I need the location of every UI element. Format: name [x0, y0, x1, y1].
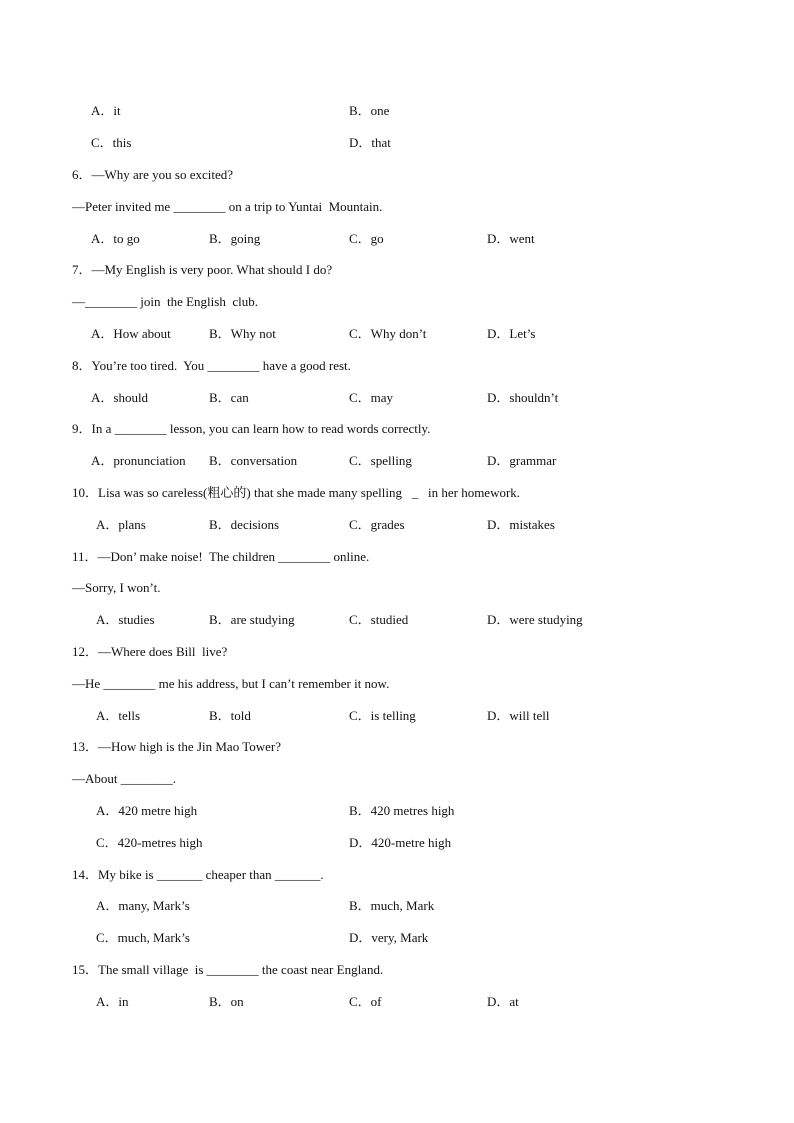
q15-option-b: B．on: [209, 994, 244, 1009]
q12-reply: —He ________ me his address, but I can’t remember it now.: [72, 676, 390, 691]
q12-stem: 12．—Where does Bill live?: [72, 644, 228, 659]
q10-option-b: B．decisions: [209, 517, 280, 532]
q13-reply: —About ________.: [72, 771, 176, 786]
q7-stem: 7．—My English is very poor. What should I do?: [72, 262, 333, 277]
q5-option-a: A．it: [91, 103, 121, 118]
q5-option-c: C．this: [91, 135, 132, 150]
q13-option-b: B．420 metres high: [349, 803, 455, 818]
q12-option-a: A．tells: [96, 708, 141, 723]
q7-option-d: D．Let’s: [487, 326, 536, 341]
q8-option-c: C．may: [349, 390, 394, 405]
q6-option-d: D．went: [487, 231, 535, 246]
q8-option-d: D．shouldn’t: [487, 390, 559, 405]
q10-option-d: D．mistakes: [487, 517, 555, 532]
q6-option-c: C．go: [349, 231, 384, 246]
q11-option-b: B．are studying: [209, 612, 295, 627]
q15-stem: 15．The small village is ________ the coast near England.: [72, 962, 384, 977]
q7-option-c: C．Why don’t: [349, 326, 427, 341]
q9-stem: 9．In a ________ lesson, you can learn how to read words correctly.: [72, 421, 431, 436]
q6-option-a: A．to go: [91, 231, 140, 246]
q14-stem: 14．My bike is _______ cheaper than _______.: [72, 867, 324, 882]
q12-option-b: B．told: [209, 708, 251, 723]
q9-option-b: B．conversation: [209, 453, 298, 468]
q12-option-c: C．is telling: [349, 708, 416, 723]
q14-option-b: B．much, Mark: [349, 898, 435, 913]
q9-option-c: C．spelling: [349, 453, 412, 468]
q15-option-c: C．of: [349, 994, 382, 1009]
q10-stem: 10．Lisa was so careless(粗心的) that she made many spelling _ in her homework.: [72, 485, 521, 500]
q6-stem: 6．—Why are you so excited?: [72, 167, 234, 182]
q5-option-b: B．one: [349, 103, 390, 118]
q12-option-d: D．will tell: [487, 708, 550, 723]
q7-reply: —________ join the English club.: [72, 294, 258, 309]
q14-option-a: A．many, Mark’s: [96, 898, 190, 913]
q8-stem: 8．You’re too tired. You ________ have a good rest.: [72, 358, 351, 373]
q11-option-d: D．were studying: [487, 612, 583, 627]
q13-option-a: A．420 metre high: [96, 803, 198, 818]
q6-reply: —Peter invited me ________ on a trip to Yuntai Mountain.: [72, 199, 383, 214]
q11-reply: —Sorry, I won’t.: [72, 580, 161, 595]
q8-option-a: A．should: [91, 390, 149, 405]
q11-stem: 11．—Don’ make noise! The children ________ online.: [72, 549, 370, 564]
q5-option-d: D．that: [349, 135, 391, 150]
q10-option-c: C．grades: [349, 517, 405, 532]
q6-option-b: B．going: [209, 231, 261, 246]
q7-option-b: B．Why not: [209, 326, 276, 341]
q14-option-d: D．very, Mark: [349, 930, 429, 945]
q9-option-d: D．grammar: [487, 453, 557, 468]
q11-option-a: A．studies: [96, 612, 155, 627]
q15-option-d: D．at: [487, 994, 519, 1009]
q13-option-c: C．420-metres high: [96, 835, 203, 850]
q15-option-a: A．in: [96, 994, 129, 1009]
q7-option-a: A．How about: [91, 326, 171, 341]
q11-option-c: C．studied: [349, 612, 409, 627]
q14-option-c: C．much, Mark’s: [96, 930, 190, 945]
q13-option-d: D．420-metre high: [349, 835, 452, 850]
q9-option-a: A．pronunciation: [91, 453, 186, 468]
q10-option-a: A．plans: [96, 517, 146, 532]
q8-option-b: B．can: [209, 390, 249, 405]
q13-stem: 13．—How high is the Jin Mao Tower?: [72, 739, 281, 754]
